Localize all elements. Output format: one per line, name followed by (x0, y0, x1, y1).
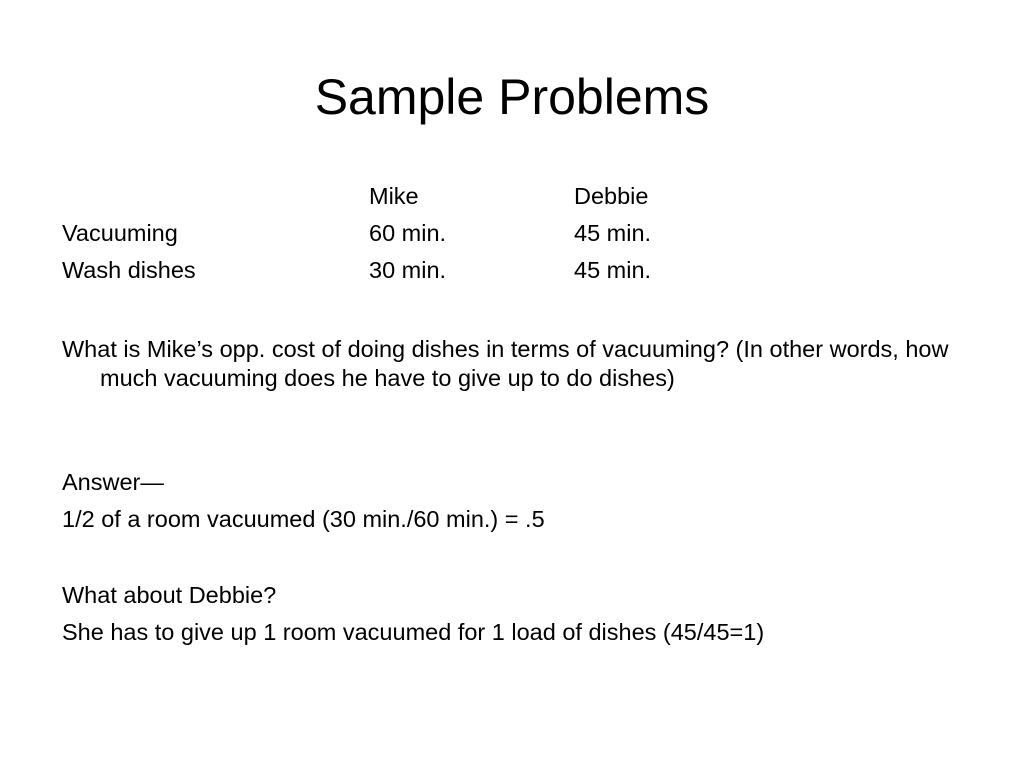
table-row (62, 252, 962, 289)
table-row (62, 215, 962, 252)
table-header-mike: Mike (369, 183, 419, 209)
cell-mike-wash-dishes: 30 min. (369, 257, 447, 283)
answer-text: 1/2 of a room vacuumed (30 min./60 min.) = .5 (62, 506, 545, 532)
cell-debbie-wash-dishes: 45 min. (574, 257, 652, 283)
answer-label: Answer— (62, 469, 164, 495)
question-text: What is Mike’s opp. cost of doing dishes in terms of vacuuming? (In other words, how much vacuuming does he have to give up to do dishes) (62, 336, 949, 391)
cell-debbie-vacuuming: 45 min. (574, 220, 652, 246)
followup-question: What about Debbie? (62, 582, 277, 608)
row-label-wash-dishes: Wash dishes (62, 257, 196, 283)
table-header-debbie: Debbie (574, 183, 649, 209)
cell-mike-vacuuming: 60 min. (369, 220, 447, 246)
slide-title: Sample Problems (314, 69, 710, 125)
followup-answer: She has to give up 1 room vacuumed for 1 load of dishes (45/45=1) (62, 619, 765, 645)
row-label-vacuuming: Vacuuming (62, 220, 178, 246)
table-header-row (62, 178, 962, 215)
